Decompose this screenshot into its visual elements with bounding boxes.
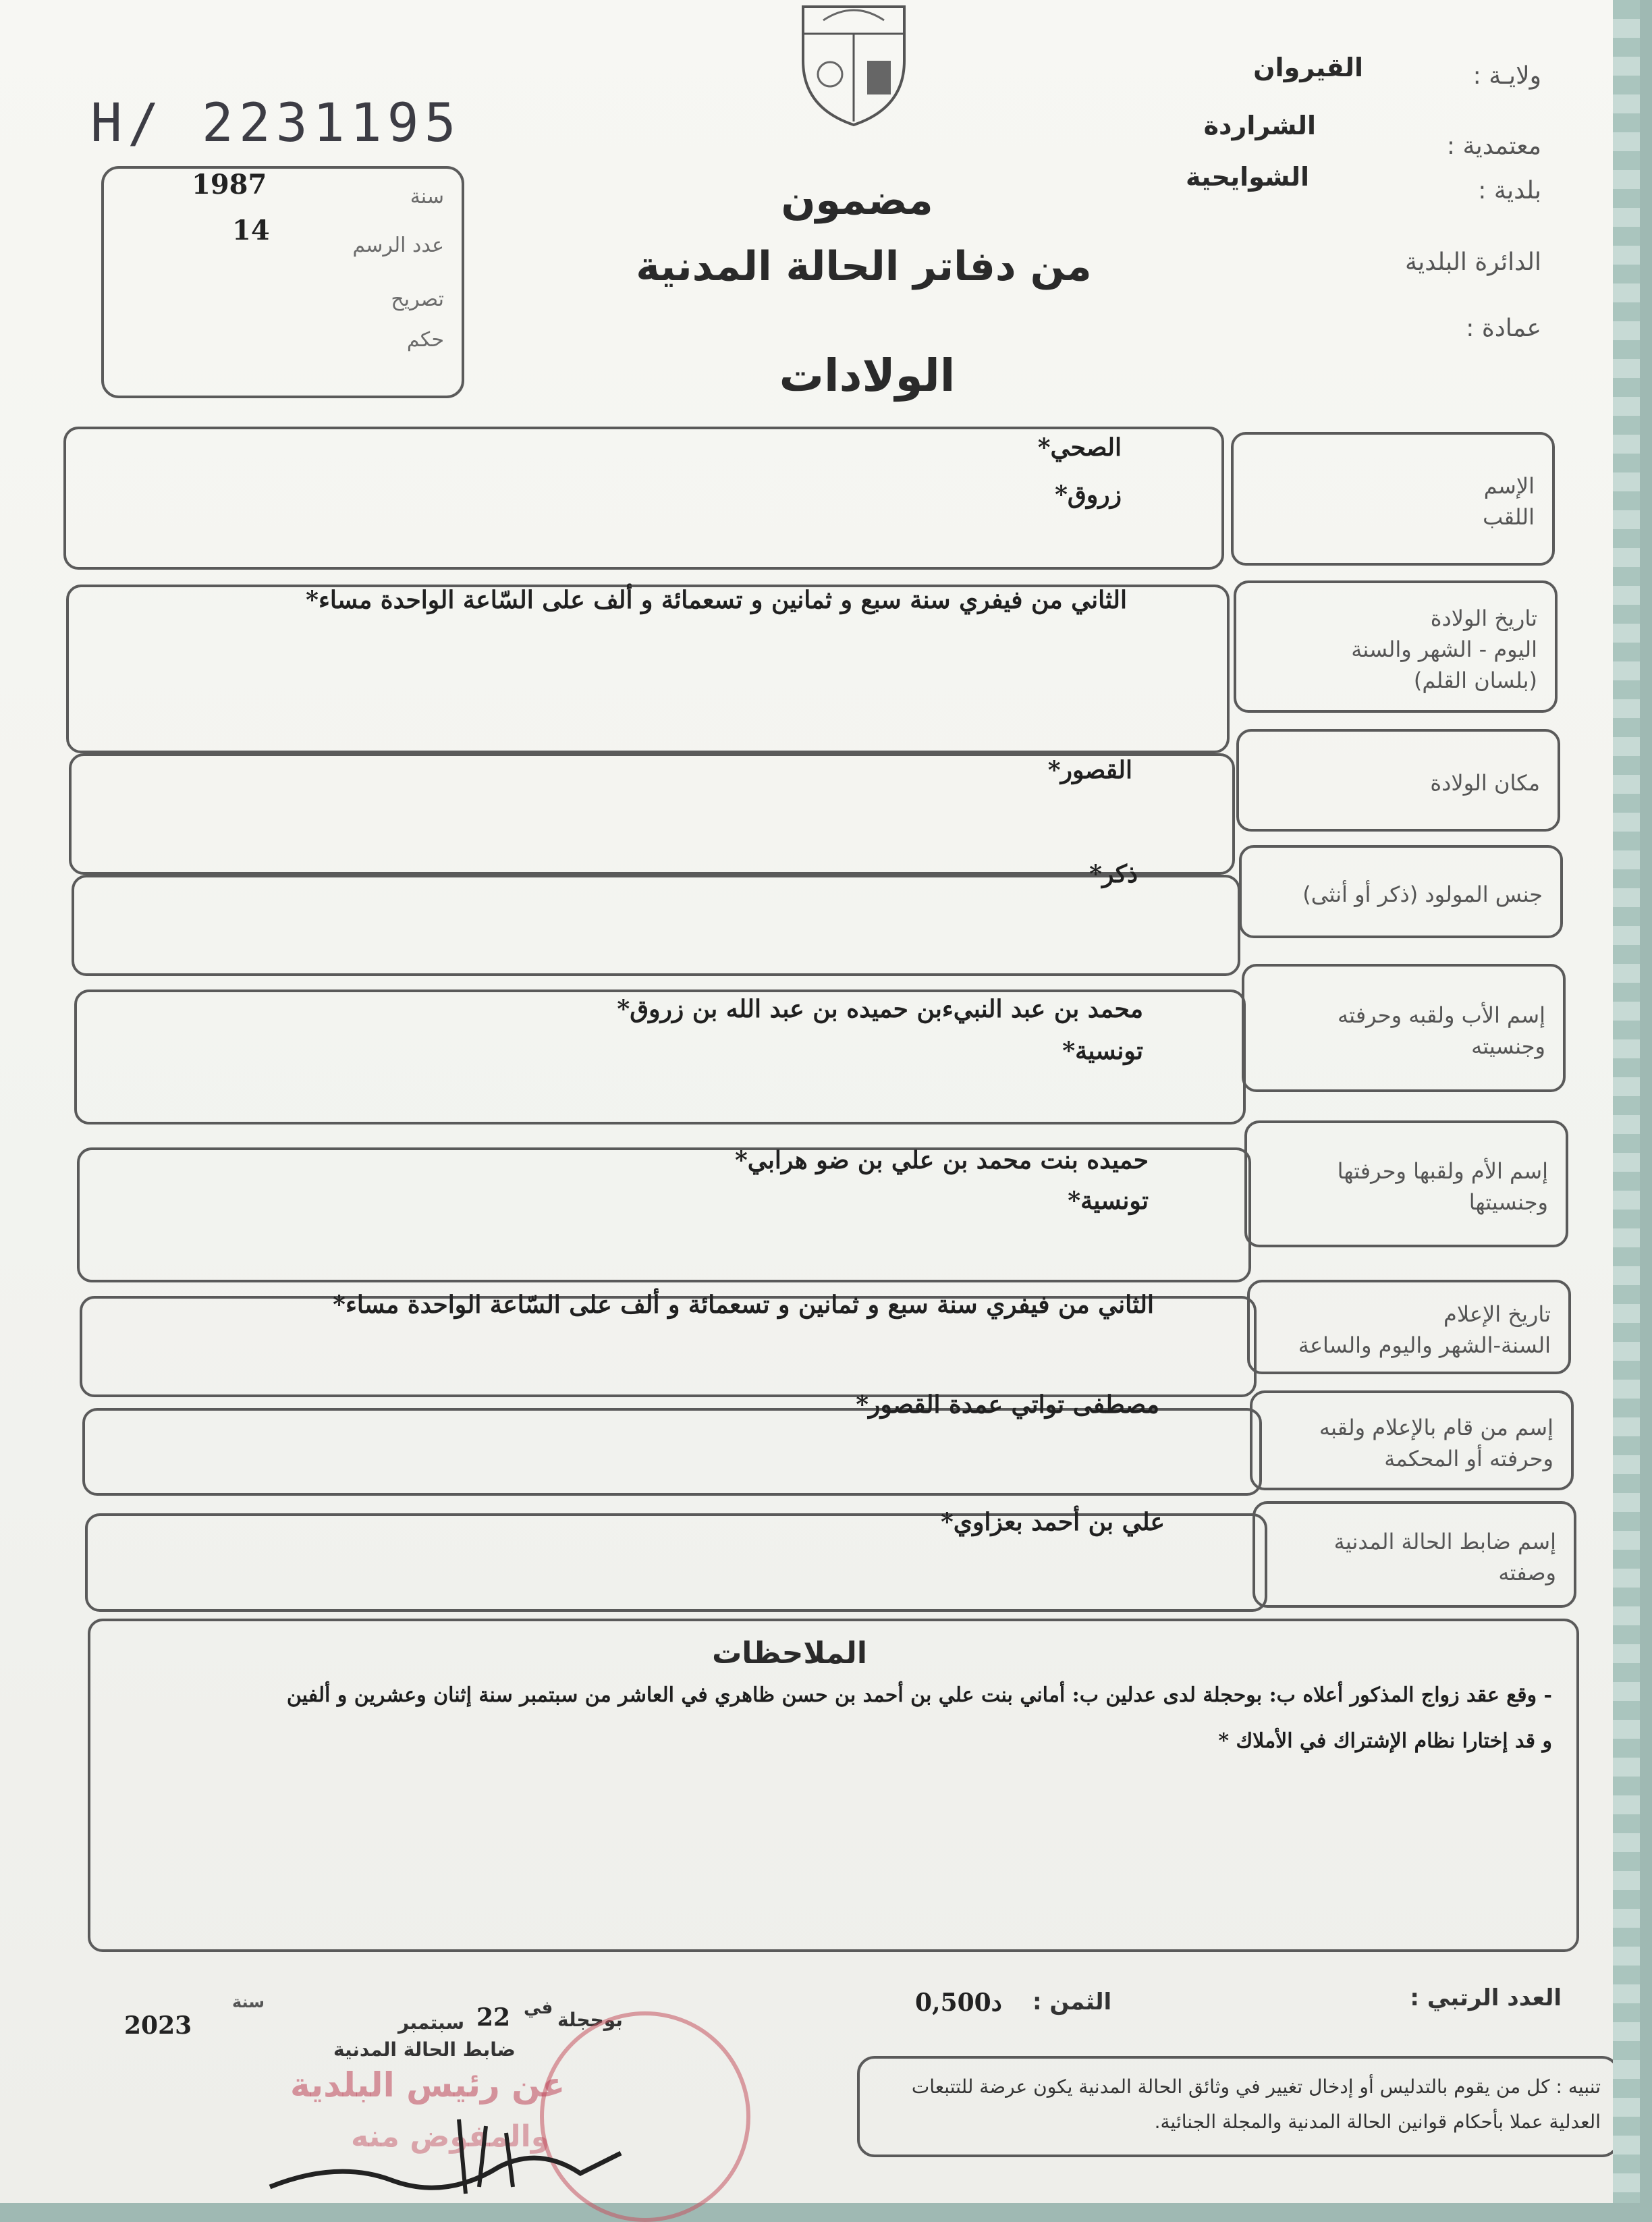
issue-in-label: في — [524, 1998, 553, 2018]
field-label-box-5 — [1242, 964, 1566, 1092]
field-value-4-line-1: ذكر* — [1089, 860, 1138, 888]
issue-place: بوحجلة — [557, 2009, 623, 2031]
document-title-births: الولادات — [779, 350, 956, 402]
field-value-1-line-1: الصحي* — [1037, 433, 1122, 462]
remarks-line-2: و قد إختارا نظام الإشتراك في الأملاك * — [1218, 1729, 1552, 1753]
field-label-box-6 — [1244, 1120, 1568, 1247]
civil-officer-label: ضابط الحالة المدنية — [333, 2038, 516, 2061]
municipality-value: الشوايحية — [1185, 162, 1309, 192]
field-label-2: تاريخ الولادة اليوم - الشهر والسنة (بلسان القلم) — [1351, 605, 1537, 693]
field-value-1-line-2: زروق* — [1055, 481, 1122, 509]
document-title-line1: مضمون — [781, 177, 933, 224]
field-label-box-4 — [1239, 845, 1563, 938]
field-value-9-line-1: علي بن أحمد بعزاوي* — [940, 1508, 1165, 1536]
field-label-box-7 — [1247, 1280, 1571, 1374]
registry-judgment-label: حكم — [406, 328, 444, 352]
issue-date-month: سبتمبر — [398, 2011, 465, 2034]
municipality-label: بلدية : — [1478, 177, 1541, 205]
issue-year-label: سنة — [232, 1993, 265, 2011]
field-label-4: جنس المولود (ذكر أو أنثى) — [1302, 882, 1543, 907]
issue-date-day: 22 — [476, 2003, 511, 2032]
registry-year-label: سنة — [410, 185, 444, 209]
imada-label: عمادة : — [1466, 315, 1541, 342]
field-value-6-line-1: حميده بنت محمد بن علي بن ضو هرابي* — [734, 1146, 1149, 1174]
delegation-value: الشراردة — [1203, 111, 1316, 140]
stamp-text-mayor: عن رئيس البلدية — [290, 2065, 566, 2105]
field-value-8-line-1: مصطفى تواتي عمدة القصور* — [856, 1390, 1159, 1419]
state-value: القيروان — [1253, 53, 1363, 82]
field-value-box-4 — [72, 875, 1240, 976]
field-label-5: إسم الأب ولقبه وحرفته وجنسيته — [1338, 1002, 1545, 1059]
field-value-3-line-1: القصور* — [1047, 756, 1132, 784]
state-label: ولايـة : — [1472, 62, 1541, 90]
field-value-5-line-2: تونسية* — [1062, 1037, 1143, 1065]
legal-notice-text: تنبيه : كل من يقوم بالتدليس أو إدخال تغيير في وثائق الحالة المدنية يكون عرضة للتتبعات العدلية عملا بأحكام قوانين الحالة المدنية والمجلة الجنائية. — [911, 2076, 1601, 2133]
field-label-8: إسم من قام بالإعلام ولقبه وحرفته أو المحكمة — [1319, 1415, 1553, 1471]
delegation-label: معتمدية : — [1446, 132, 1541, 160]
remarks-title: الملاحظات — [712, 1636, 867, 1671]
field-value-5-line-1: محمد بن عبد النبيءبن حميده بن عبد الله بن زروق* — [617, 995, 1143, 1023]
registry-declaration-label: تصريح — [391, 288, 444, 311]
price-value: 0,500د — [915, 1988, 1002, 2017]
field-label-box-9 — [1252, 1501, 1576, 1608]
stamp-text-delegate: والمفوض منه — [351, 2119, 550, 2154]
field-value-7-line-1: الثاني من فيفري سنة سبع و ثمانين و تسعمائة و ألف على السّاعة الواحدة مساء* — [333, 1291, 1154, 1319]
issue-year: 2023 — [124, 2011, 192, 2040]
field-label-box-2 — [1234, 580, 1558, 713]
field-label-box-8 — [1250, 1390, 1574, 1490]
field-label-box-1 — [1231, 432, 1555, 566]
price-label: الثمن : — [1032, 1988, 1112, 2015]
municipal-district-label: الدائرة البلدية — [1404, 248, 1541, 276]
field-label-1: الإسم اللقب — [1483, 473, 1535, 530]
field-value-box-8 — [82, 1408, 1262, 1496]
registry-number: 14 — [232, 215, 270, 246]
field-label-6: إسم الأم ولقبها وحرفتها وجنسيتها — [1337, 1158, 1548, 1215]
remarks-line-1: - وقع عقد زواج المذكور أعلاه ب: بوحجلة لدى عدلين ب: أماني بنت علي بن أحمد بن حسن ظاهري في العاشر من سبتمبر سنة إثنان وعشرين و ألفين — [286, 1683, 1552, 1707]
registry-number-label: عدد الرسم — [352, 234, 444, 257]
field-label-box-3 — [1236, 729, 1560, 832]
legal-notice-box — [857, 2056, 1620, 2157]
field-label-9: إسم ضابط الحالة المدنية وصفته — [1333, 1529, 1556, 1586]
registry-year: 1987 — [192, 169, 267, 200]
handwritten-signature — [256, 2106, 634, 2200]
registry-box — [101, 166, 464, 398]
field-value-6-line-2: تونسية* — [1068, 1187, 1149, 1215]
document-serial-number: H/ 2231195 — [90, 93, 462, 154]
coat-of-arms-emblem — [796, 0, 911, 128]
field-value-2-line-1: الثاني من فيفري سنة سبع و ثمانين و تسعمائة و ألف على السّاعة الواحدة مساء* — [306, 586, 1127, 614]
serial-number-label: العدد الرتبي : — [1410, 1984, 1562, 2011]
field-label-3: مكان الولادة — [1430, 770, 1540, 796]
document-title-line2: من دفاتر الحالة المدنية — [636, 243, 1092, 290]
field-label-7: تاريخ الإعلام السنة-الشهر واليوم والساعة — [1298, 1301, 1551, 1358]
